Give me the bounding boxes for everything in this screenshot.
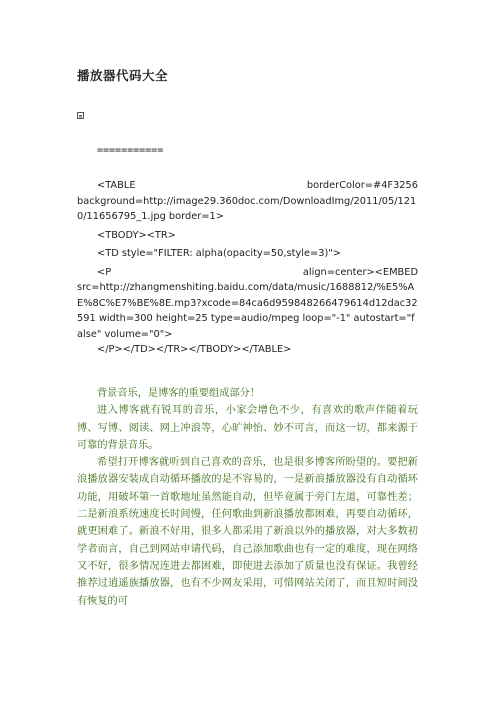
paragraph: 背景音乐，是博客的重要组成部分！ (97, 388, 260, 399)
broken-image-icon (77, 112, 84, 119)
code-line-tbody: <TBODY><TR> (97, 229, 176, 241)
code-block (77, 178, 418, 358)
article-body (77, 385, 418, 610)
paragraph: 进入博客就有锐耳的音乐，小家会增色不少，有喜欢的歌声伴随着玩博、写博、阅读、网上冲浪等，心旷神怡、妙不可言，而这一切，都来源于可靠的背景音乐。 (77, 405, 418, 451)
separator-line: =========== (97, 145, 164, 156)
code-line-p-align: <P align=center><EMBED (97, 266, 418, 278)
code-line-table-background: background=http://image29.360doc.com/DownloadImg/2011/05/1210/11656795_1.jpg border=1> (77, 195, 417, 222)
paragraph: 希望打开博客就听到自己喜欢的音乐，也是很多博客所盼望的。要把新浪播放器安装成自动循环播放的是不容易的，一是新浪播放器没有自动循环功能，用破坏第一首歌地址虽然能自动，但毕竟属于旁门左道，可靠性差；二是新浪系统速度长时间慢，任何歌曲到新浪播放都困难，再要自动循环，就更困难了。新浪不好用，很多人都采用了新浪以外的播放器，对大多数初学者而言，自己到网站申请代码，自己添加歌曲也有一定的难度，现在网络又不好，很多情况连进去都困难，即使进去添加了质量也没有保证。我曾经推荐过逍遥族播放器，也有不少网友采用，可惜网站关闭了，而且短时间没有恢复的可 (77, 457, 418, 607)
code-line-close: </P></TD></TR></TBODY></TABLE> (97, 344, 292, 355)
document-title: 播放器代码大全 (77, 68, 169, 83)
code-line-td: <TD style="FILTER: alpha(opacity=50,style=3)"> (97, 248, 341, 259)
code-line-embed: src=http://zhangmenshiting.baidu.com/data/music/1688812/%E5%AE%8C%E7%BE%8E.mp3?xcode=84ca6d959848266479614d12dac32591 width=300 height=25 type=audio/mpeg loop="-1" autostart="false" volume="0"> (77, 282, 418, 340)
code-line-table-open: <TABLE borderColor=#4F3256 (97, 180, 418, 191)
